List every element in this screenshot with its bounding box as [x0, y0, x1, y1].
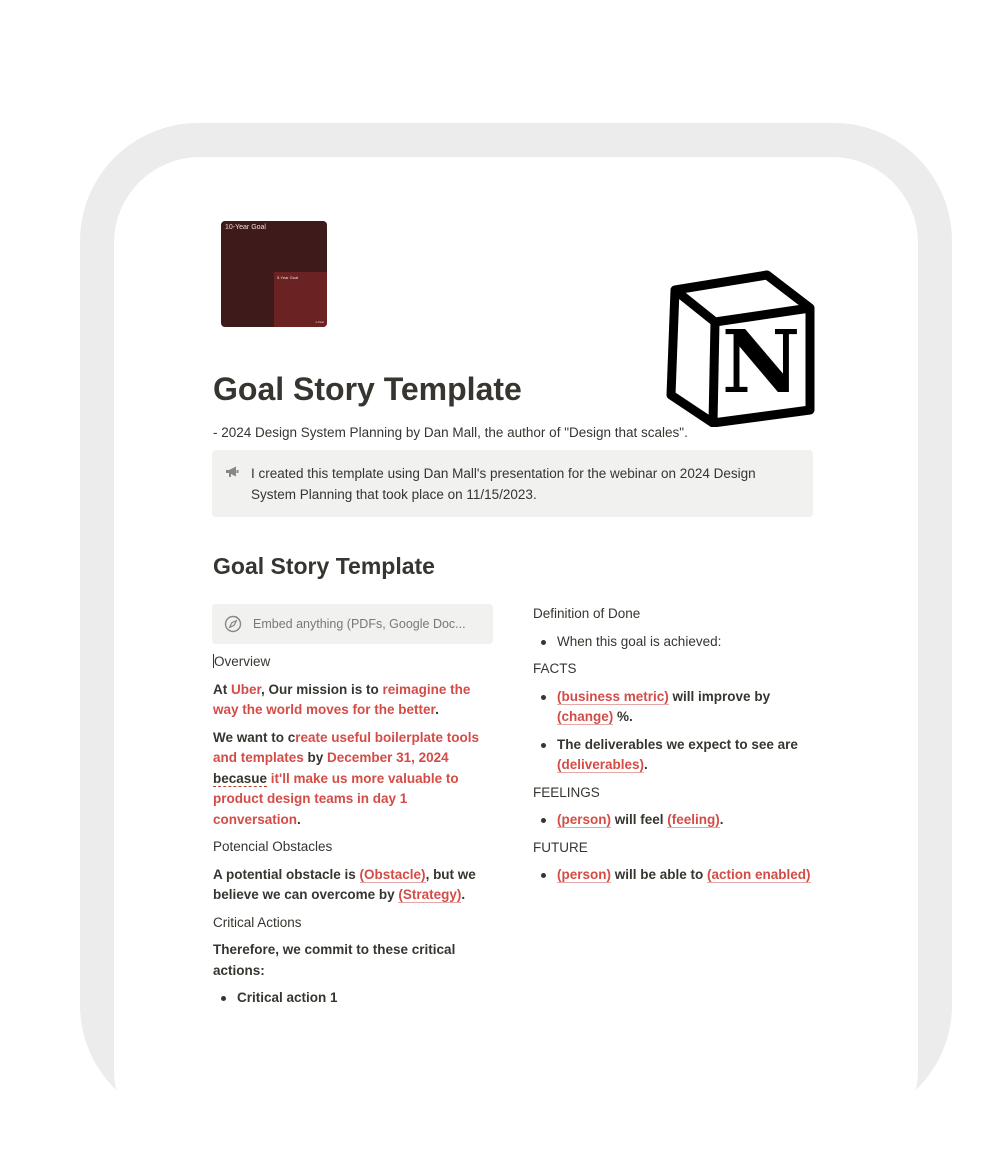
goal-reason: it'll make us more valuable to product design teams in day 1 conversation — [213, 770, 459, 827]
mission-paragraph[interactable]: At Uber, Our mission is to reimagine the way the world moves for the better. — [213, 681, 471, 717]
list-item[interactable]: (business metric) will improve by (change) %. — [533, 687, 813, 728]
section-heading[interactable]: Goal Story Template — [213, 553, 435, 579]
left-column — [213, 652, 493, 1009]
notion-logo-letter: N — [721, 312, 801, 413]
compass-icon — [224, 615, 242, 633]
page-subtitle[interactable]: - 2024 Design System Planning by Dan Mall, the author of "Design that scales". — [213, 425, 688, 440]
facts-label[interactable]: FACTS — [533, 661, 577, 676]
dod-label[interactable]: Definition of Done — [533, 606, 641, 621]
actions-intro[interactable]: Therefore, we commit to these critical actions: — [213, 942, 456, 978]
misspelled-word: becasue — [213, 770, 268, 786]
callout-block[interactable] — [212, 450, 813, 517]
obstacle-paragraph[interactable]: A potential obstacle is (Obstacle), but we believe we can overcome by (Strategy). — [213, 866, 476, 902]
obstacle-placeholder: (Obstacle) — [359, 866, 426, 882]
list-item[interactable]: Critical action 1 — [213, 988, 493, 1009]
megaphone-icon — [225, 465, 239, 479]
list-item[interactable]: The deliverables we expect to see are (deliverables). — [533, 735, 813, 776]
page-title[interactable]: Goal Story Template — [213, 371, 522, 407]
actions-label[interactable]: Critical Actions — [213, 914, 302, 930]
feeling-placeholder: (feeling) — [667, 812, 720, 827]
future-label[interactable]: FUTURE — [533, 839, 588, 855]
goal-paragraph[interactable]: We want to create useful boilerplate tools and templates by December 31, 2024 becasue it'll make us more valuable to product design teams in day 1 conversation. — [213, 729, 480, 827]
cover-title: 10-Year Goal — [225, 224, 266, 231]
page-cover-image[interactable] — [221, 221, 327, 327]
embed-placeholder: Embed anything (PDFs, Google Doc... — [253, 617, 466, 631]
list-item[interactable]: When this goal is achieved: — [533, 632, 813, 653]
cover-inner-title: 5-Year Goal — [277, 275, 299, 280]
cover-corner-label: 1-Year — [315, 320, 324, 324]
cover-inner-block — [274, 272, 327, 327]
action-placeholder: (action enabled) — [707, 867, 811, 882]
person-placeholder: (person) — [557, 812, 611, 827]
mission-text: reimagine the way the world moves for the better — [213, 681, 471, 717]
notion-logo-icon — [665, 270, 817, 427]
list-item[interactable]: (person) will feel (feeling). — [533, 810, 813, 831]
deliverables-placeholder: (deliverables) — [557, 757, 645, 772]
change-placeholder: (change) — [557, 709, 614, 724]
feelings-label[interactable]: FEELINGS — [533, 784, 600, 800]
person-placeholder: (person) — [557, 867, 611, 882]
embed-block[interactable] — [212, 604, 493, 644]
callout-text: I created this template using Dan Mall's presentation for the webinar on 2024 Design System Planning that took place on 11/15/2023. — [251, 466, 756, 502]
metric-placeholder: (business metric) — [557, 688, 669, 704]
right-column — [533, 604, 813, 886]
goal-text: reate useful boilerplate tools and templates — [213, 729, 480, 765]
strategy-placeholder: (Strategy) — [398, 887, 462, 902]
list-item[interactable]: (person) will be able to (action enabled) — [533, 865, 813, 886]
obstacles-label[interactable]: Potencial Obstacles — [213, 839, 333, 854]
company-name: Uber — [231, 681, 262, 697]
goal-date: December 31, 2024 — [327, 750, 449, 765]
overview-label[interactable]: Overview — [214, 654, 271, 669]
